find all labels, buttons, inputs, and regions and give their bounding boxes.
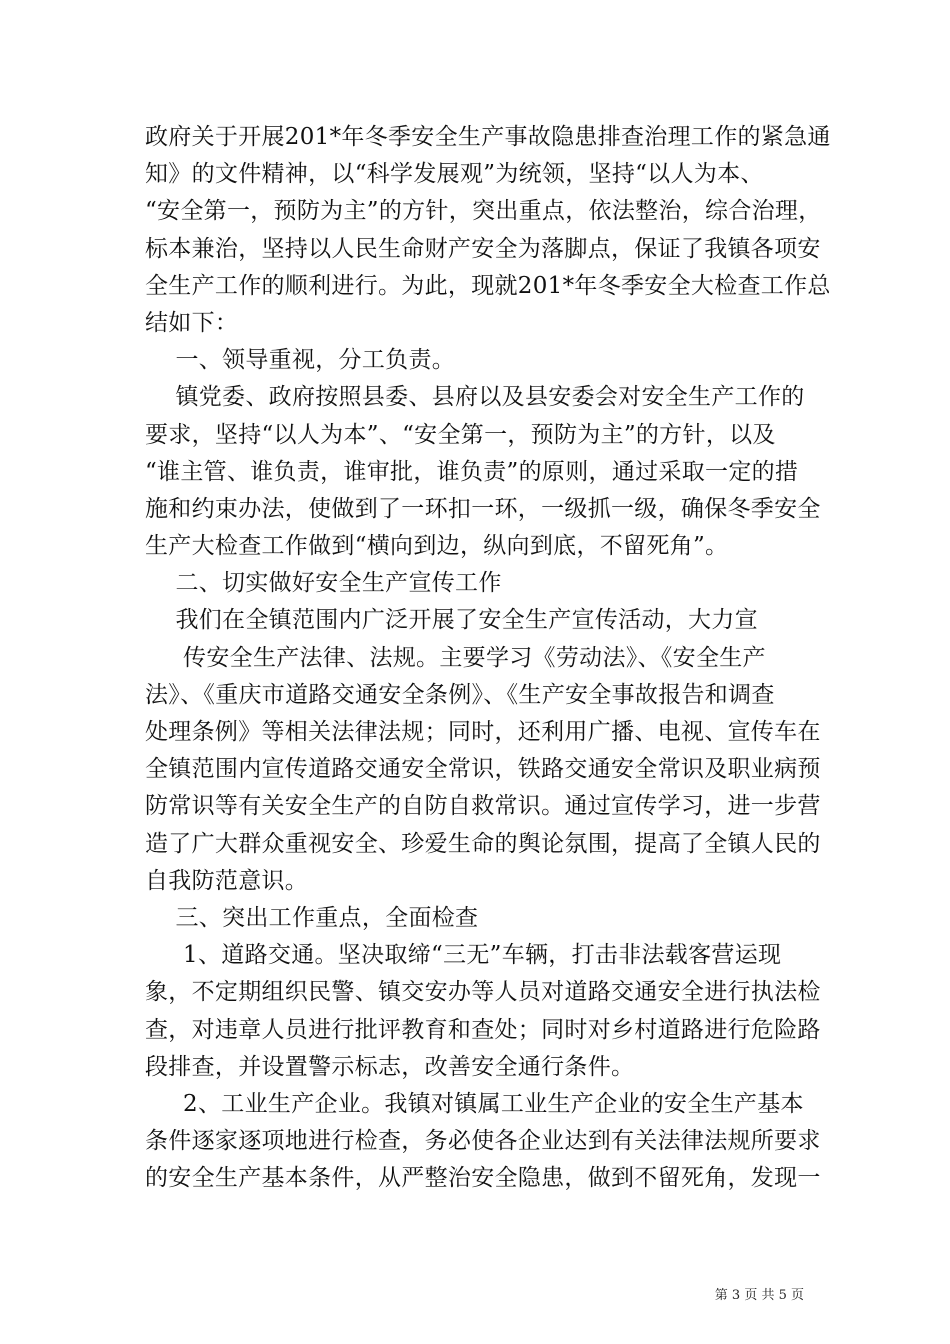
text-line: 传安全生产法律、法规。主要学习《劳动法》、《安全生产 (145, 644, 766, 671)
text-line: 标本兼治，坚持以人民生命财产安全为落脚点，保证了我镇各项安 (145, 235, 821, 262)
text-line: 生产大检查工作做到“横向到边，纵向到底，不留死角”。 (145, 533, 729, 560)
text-line: 造了广大群众重视安全、珍爱生命的舆论氛围，提高了全镇人民的 (145, 830, 821, 857)
text-line: 段排查，并设置警示标志，改善安全通行条件。 (145, 1053, 635, 1080)
text-line: 全生产工作的顺利进行。为此，现就201*年冬季安全大检查工作总 (145, 272, 831, 299)
text-line: 知》的文件精神，以“科学发展观”为统领，坚持“以人为本、 (145, 161, 764, 188)
text-line: 我们在全镇范围内广泛开展了安全生产宣传活动，大力宣 (145, 607, 758, 634)
text-line: 镇党委、政府按照县委、县府以及县安委会对安全生产工作的 (145, 384, 805, 411)
page-number-footer: 第 3 页 共 5 页 (714, 1288, 804, 1303)
text-line: “安全第一，预防为主”的方针，突出重点，依法整治，综合治理， (145, 198, 822, 225)
text-line: 全镇范围内宣传道路交通安全常识，铁路交通安全常识及职业病预 (145, 756, 821, 783)
section-heading: 一、领导重视，分工负责。 (145, 347, 456, 374)
text-line: 结如下： (145, 309, 239, 336)
text-line: 自我防范意识。 (145, 867, 309, 894)
section-heading: 二、切实做好安全生产宣传工作 (145, 570, 502, 597)
text-line: 防常识等有关安全生产的自防自救常识。通过宣传学习，进一步营 (145, 793, 821, 820)
text-line: 2、工业生产企业。我镇对镇属工业生产企业的安全生产基本 (145, 1090, 804, 1117)
text-line: 处理条例》等相关法律法规；同时，还利用广播、电视、宣传车在 (145, 719, 821, 745)
text-line: 法》、《重庆市道路交通安全条例》、《生产安全事故报告和调查 (145, 681, 775, 708)
text-line: 政府关于开展201*年冬季安全生产事故隐患排查治理工作的紧急通 (145, 124, 831, 150)
text-line: 施和约束办法，使做到了一环扣一环，一级抓一级，确保冬季安全 (145, 495, 821, 522)
text-line: 条件逐家逐项地进行检查，务必使各企业达到有关法律法规所要求 (145, 1128, 821, 1155)
document-body (145, 119, 831, 1197)
section-heading: 三、突出工作重点，全面检查 (145, 904, 479, 931)
text-line: 象，不定期组织民警、镇交安办等人员对道路交通安全进行执法检 (145, 979, 821, 1006)
text-line: 要求，坚持“以人为本”、“安全第一，预防为主”的方针，以及 (145, 421, 776, 448)
text-line: 查，对违章人员进行批评教育和查处；同时对乡村道路进行危险路 (145, 1016, 821, 1043)
text-line: 1、道路交通。坚决取缔“三无”车辆，打击非法载客营运现 (145, 942, 782, 969)
text-line: 的安全生产基本条件，从严整治安全隐患，做到不留死角，发现一 (145, 1165, 821, 1192)
text-line: “谁主管、谁负责，谁审批，谁负责”的原则，通过采取一定的措 (145, 458, 799, 485)
